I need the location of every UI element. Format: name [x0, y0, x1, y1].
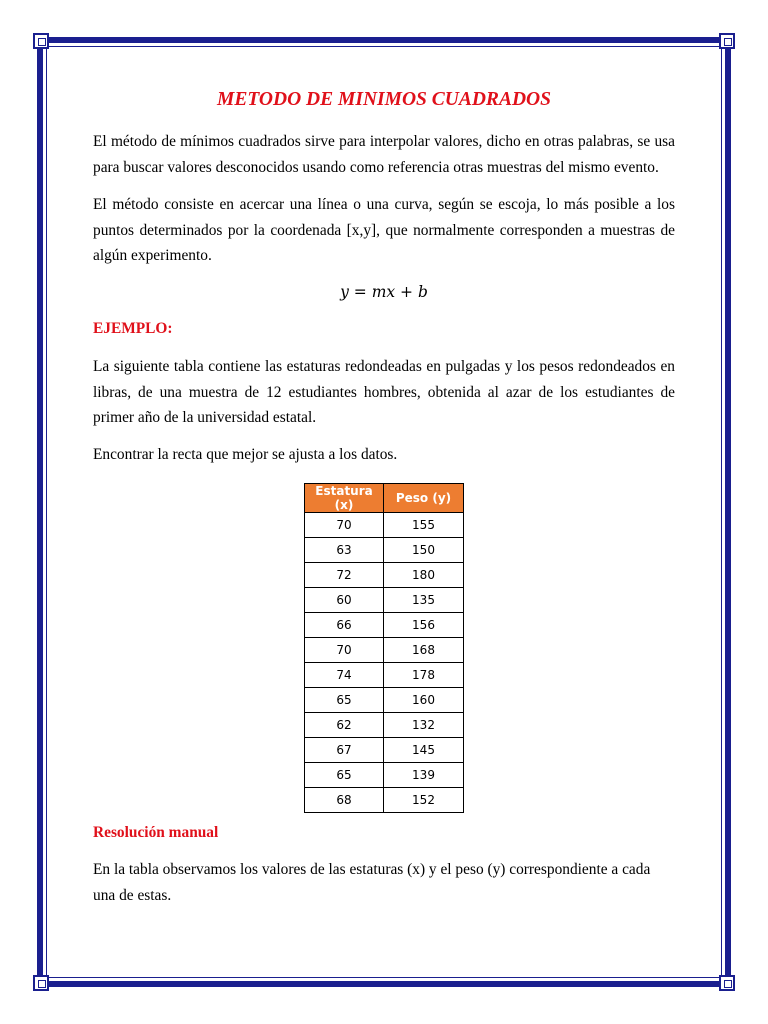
table-row	[305, 688, 464, 713]
example-paragraph: La siguiente tabla contiene las estaturas redondeadas en pulgadas y los pesos redondeados en libras, de una muestra de 12 estudiantes hombres, obtenida al azar de los estudiantes de primer año de la universidad estatal.	[93, 358, 675, 426]
cell-estatura: 70	[305, 513, 384, 538]
cell-estatura: 60	[305, 588, 384, 613]
table-row	[305, 538, 464, 563]
table-row	[305, 763, 464, 788]
cell-estatura: 68	[305, 788, 384, 813]
cell-peso: 139	[384, 763, 464, 788]
table-row	[305, 638, 464, 663]
corner-ornament-bottom-right	[719, 975, 735, 991]
cell-peso: 145	[384, 738, 464, 763]
cell-estatura: 62	[305, 713, 384, 738]
table-header-row	[305, 484, 464, 513]
cell-estatura: 66	[305, 613, 384, 638]
cell-estatura: 67	[305, 738, 384, 763]
cell-peso: 135	[384, 588, 464, 613]
cell-peso: 168	[384, 638, 464, 663]
data-table	[304, 483, 464, 813]
cell-estatura: 72	[305, 563, 384, 588]
table-row	[305, 663, 464, 688]
corner-ornament-bottom-left	[33, 975, 49, 991]
method-paragraph: El método consiste en acercar una línea o una curva, según se escoja, lo más posible a los puntos determinados por la coordenada [x,y], que normalmente corresponden a muestras de algún experimento.	[93, 196, 675, 264]
cell-estatura: 65	[305, 688, 384, 713]
page-title: METODO DE MINIMOS CUADRADOS	[217, 89, 551, 110]
header-estatura: Estatura (x)	[305, 484, 384, 513]
cell-estatura: 70	[305, 638, 384, 663]
cell-peso: 132	[384, 713, 464, 738]
table-row	[305, 563, 464, 588]
table-row	[305, 588, 464, 613]
resolution-paragraph: En la tabla observamos los valores de las estaturas (x) y el peso (y) correspondiente a cada una de estas.	[93, 861, 651, 904]
cell-peso: 155	[384, 513, 464, 538]
cell-peso: 160	[384, 688, 464, 713]
table-row	[305, 788, 464, 813]
cell-peso: 180	[384, 563, 464, 588]
cell-peso: 178	[384, 663, 464, 688]
cell-peso: 150	[384, 538, 464, 563]
table-row	[305, 613, 464, 638]
table-row	[305, 738, 464, 763]
cell-estatura: 63	[305, 538, 384, 563]
cell-estatura: 74	[305, 663, 384, 688]
corner-ornament-top-left	[33, 33, 49, 49]
linear-formula: y = mx + b	[340, 283, 428, 301]
table-row	[305, 713, 464, 738]
intro-paragraph: El método de mínimos cuadrados sirve para interpolar valores, dicho en otras palabras, se usa para buscar valores desconocidos usando como referencia otras muestras del mismo evento.	[93, 133, 675, 176]
cell-peso: 156	[384, 613, 464, 638]
resolution-heading: Resolución manual	[93, 824, 219, 841]
example-heading: EJEMPLO:	[93, 320, 173, 337]
cell-estatura: 65	[305, 763, 384, 788]
cell-peso: 152	[384, 788, 464, 813]
task-paragraph: Encontrar la recta que mejor se ajusta a los datos.	[93, 446, 398, 463]
table-row	[305, 513, 464, 538]
corner-ornament-top-right	[719, 33, 735, 49]
header-peso: Peso (y)	[384, 484, 464, 513]
